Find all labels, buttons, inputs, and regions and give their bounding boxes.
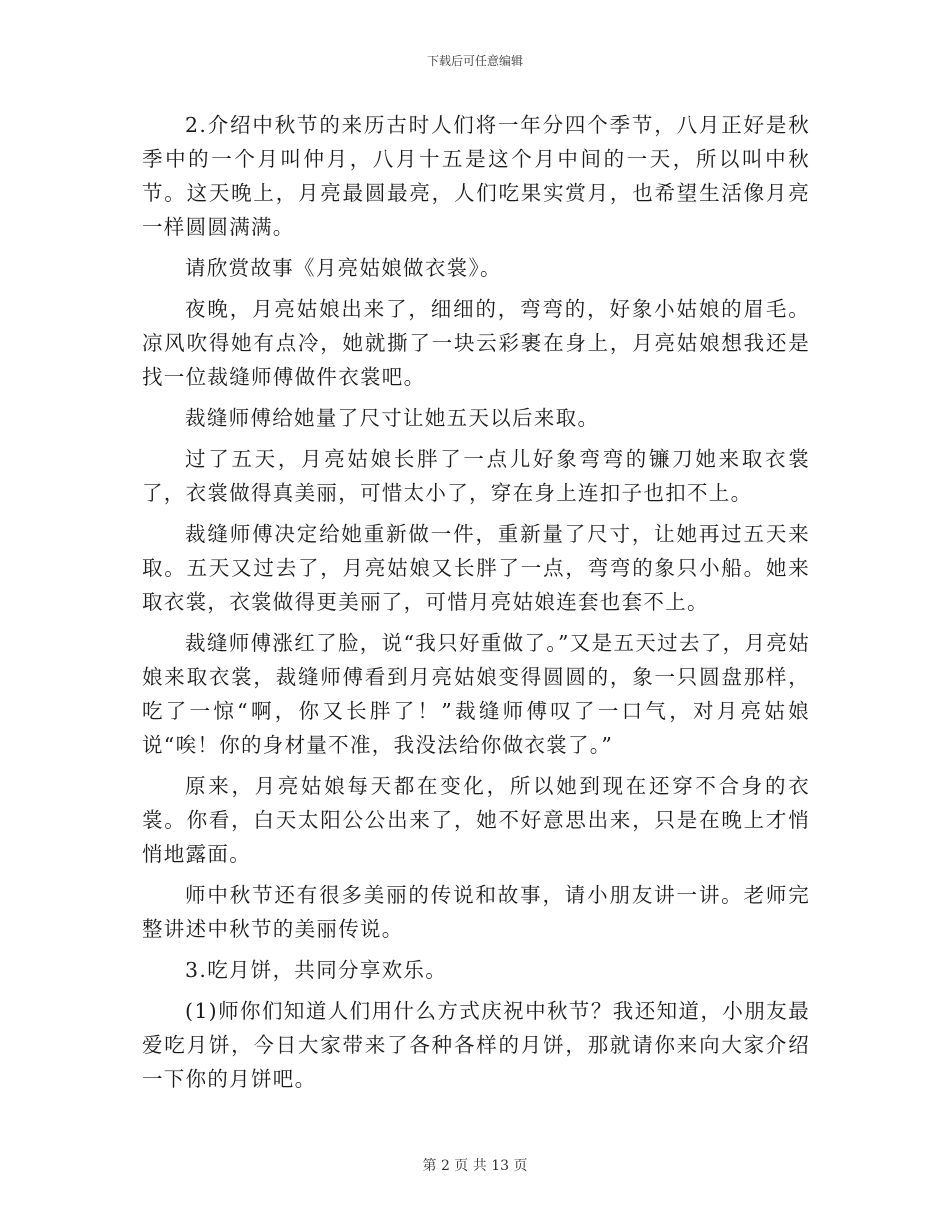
paragraph: 2.介绍中秋节的来历古时人们将一年分四个季节，八月正好是秋季中的一个月叫仲月，八月十五是这个月中间的一天，所以叫中秋节。这天晚上，月亮最圆最亮，人们吃果实赏月，也希望生活像月亮一样圆圆满满。	[142, 113, 810, 239]
paragraph: 原来，月亮姑娘每天都在变化，所以她到现在还穿不合身的衣裳。你看，白天太阳公公出来了，她不好意思出来，只是在晚上才悄悄地露面。	[142, 774, 810, 866]
paragraph: 裁缝师傅涨红了脸，说“我只好重做了。”又是五天过去了，月亮姑娘来取衣裳，裁缝师傅看到月亮姑娘变得圆圆的，象一只圆盘那样，吃了一惊“啊，你又长胖了！”裁缝师傅叹了一口气，对月亮姑娘说“唉！你的身材量不准，我没法给你做衣裳了。”	[142, 631, 810, 757]
paragraph: 师中秋节还有很多美丽的传说和故事，请小朋友讲一讲。老师完整讲述中秋节的美丽传说。	[142, 883, 810, 941]
page-header: 下载后可任意编辑	[426, 54, 523, 68]
page-footer: 第 2 页 共 13 页	[422, 1158, 528, 1174]
paragraph: 3.吃月饼，共同分享欢乐。	[185, 958, 448, 982]
paragraph: 裁缝师傅给她量了尺寸让她五天以后来取。	[185, 406, 600, 430]
paragraph: 裁缝师傅决定给她重新做一件，重新量了尺寸，让她再过五天来取。五天又过去了，月亮姑娘又长胖了一点，弯弯的象只小船。她来取衣裳，衣裳做得更美丽了，可惜月亮姑娘连套也套不上。	[142, 522, 810, 614]
paragraph: (1)师你们知道人们用什么方式庆祝中秋节？我还知道，小朋友最爱吃月饼，今日大家带来了各种各样的月饼，那就请你来向大家介绍一下你的月饼吧。	[142, 999, 810, 1091]
paragraph: 请欣赏故事《月亮姑娘做衣裳》。	[185, 256, 502, 280]
document-body	[142, 108, 810, 1103]
paragraph: 过了五天，月亮姑娘长胖了一点儿好象弯弯的镰刀她来取衣裳了，衣裳做得真美丽，可惜太小了，穿在身上连扣子也扣不上。	[142, 447, 810, 505]
paragraph: 夜晚，月亮姑娘出来了，细细的，弯弯的，好象小姑娘的眉毛。凉风吹得她有点冷，她就撕了一块云彩裹在身上，月亮姑娘想我还是找一位裁缝师傅做件衣裳吧。	[142, 297, 810, 389]
